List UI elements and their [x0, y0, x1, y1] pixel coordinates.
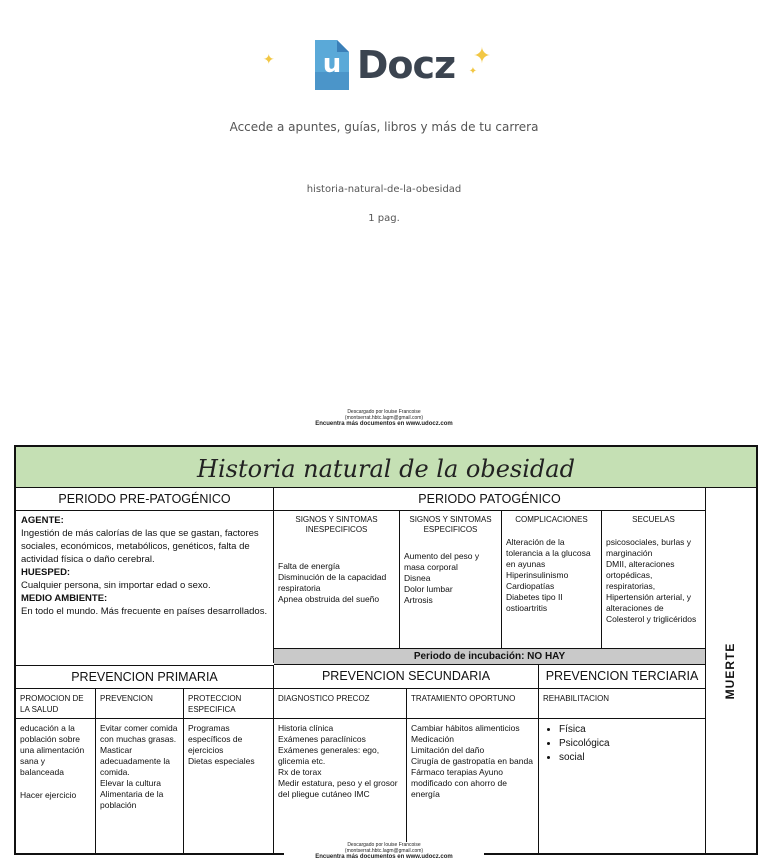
document-title: Historia natural de la obesidad [16, 447, 756, 488]
list-item: • psicosociales, burlas y marginación [606, 537, 701, 559]
list-item: • social [559, 751, 701, 765]
list-item: • Hacer ejercicio [20, 790, 91, 801]
list-item: • Evitar comer comida con muchas grasas. [100, 723, 179, 745]
list-item: • Exámenes paraclínicos [278, 734, 402, 745]
list-item: • Cambiar hábitos alimenticios [411, 723, 534, 734]
agente-label: AGENTE: [21, 515, 64, 526]
col1-title: SIGNOS Y SINTOMAS INESPECIFICOS [295, 515, 378, 534]
incubation-bar: Periodo de incubación: NO HAY [274, 649, 706, 665]
document-name: historia-natural-de-la-obesidad [306, 184, 462, 195]
sub-promocion: PROMOCION DE LA SALUD [16, 689, 96, 719]
tagline: Accede a apuntes, guías, libros y más de tu carrera [229, 120, 539, 134]
list-item: • Dolor lumbar [404, 584, 497, 595]
col-secuelas [602, 511, 706, 649]
list-item: • Elevar la cultura [100, 778, 179, 789]
list-item: • Rx de torax [278, 767, 402, 778]
sub-rehabilitacion: REHABILITACION [539, 689, 706, 719]
prevencion-list [96, 723, 183, 811]
list-item: • Física [559, 723, 701, 737]
col3-list [502, 537, 601, 614]
col-signos-inespecificos [274, 511, 400, 649]
list-item: • Falta de energía [278, 561, 395, 572]
huesped-text: Cualquier persona, sin importar edad o sexo. [21, 580, 211, 591]
list-item: • Disminución de la capacidad respiratoria [278, 572, 395, 594]
sub-prevencion: PREVENCION [96, 689, 184, 719]
col4-title: SECUELAS [632, 515, 675, 524]
prevencion-content [96, 719, 184, 853]
list-item: • DMII, alteraciones ortopédicas, respiratorias, Hipertensión arterial, y alteraciones de Colesterol y triglicéridos [606, 559, 701, 625]
col1-list [274, 561, 399, 605]
col-signos-especificos [400, 511, 502, 649]
list-item: • Historia clínica [278, 723, 402, 734]
list-item: • Hiperinsulinismo [506, 570, 597, 581]
tratamiento-content [407, 719, 539, 853]
list-item: • ostioartritis [506, 603, 597, 614]
diagnostico-list [274, 723, 406, 800]
download-note-bottom: Descargado por louise Francoise (montserrat.hbtc.lagm@gmail.com) Encuentra más documentos en www.udocz.com [284, 842, 484, 860]
proteccion-content [184, 719, 274, 853]
sub-diagnostico: DIAGNOSTICO PRECOZ [274, 689, 407, 719]
sparkle-icon: ✦ [468, 66, 478, 77]
col4-list [602, 537, 705, 625]
col2-list [400, 551, 501, 606]
list-item: • Dietas especiales [188, 756, 269, 767]
col3-title: COMPLICACIONES [515, 515, 588, 524]
rehab-list [539, 723, 705, 765]
sub-proteccion: PROTECCION ESPECIFICA [184, 689, 274, 719]
medio-label: MEDIO AMBIENTE: [21, 593, 108, 604]
sparkle-icon: ✦ [472, 44, 492, 69]
muerte-column [704, 488, 756, 853]
list-item: • Psicológica [559, 737, 701, 751]
tratamiento-list [407, 723, 538, 800]
muerte-label: MUERTE [723, 642, 737, 699]
list-item: • Exámenes generales: ego, glicemia etc. [278, 745, 402, 767]
list-item: • Masticar adecuadamente la comida. [100, 745, 179, 778]
sub-tratamiento: TRATAMIENTO OPORTUNO [407, 689, 539, 719]
list-item: • Aumento del peso y masa corporal [404, 551, 497, 573]
download-note: Descargado por louise Francoise (montserrat.hbtc.lagm@gmail.com) Encuentra más documentos en www.udocz.com [315, 409, 453, 427]
list-item: • Cirugía de gastropatía en banda [411, 756, 534, 767]
list-item: • Fármaco terapias Ayuno modificado con ahorro de energía [411, 767, 534, 800]
list-item: • Medicación [411, 734, 534, 745]
svg-text:u: u [322, 49, 342, 79]
list-item: • Medir estatura, peso y el grosor del pliegue cutáneo IMC [278, 778, 402, 800]
proteccion-list [184, 723, 273, 767]
promocion-content [16, 719, 96, 853]
col-complicaciones [502, 511, 602, 649]
pathogenic-header: PERIODO PATOGÉNICO [274, 488, 706, 511]
list-item: • Diabetes tipo II [506, 592, 597, 603]
prevencion-primaria-header: PREVENCION PRIMARIA [16, 665, 274, 689]
list-item: • Limitación del daño [411, 745, 534, 756]
agente-text: Ingestión de más calorías de las que se gastan, factores sociales, económicos, metabólicos, genéticos, falta de actividad física o daño cerebral. [21, 528, 259, 565]
prevencion-secundaria-header: PREVENCION SECUNDARIA [274, 665, 539, 689]
huesped-label: HUESPED: [21, 567, 71, 578]
sparkle-icon: ✦ [262, 52, 275, 68]
medio-text: En todo el mundo. Más frecuente en países desarrollados. [21, 606, 268, 617]
promocion-text: educación a la población sobre una alimentación sana y balanceada [20, 723, 85, 777]
list-item: • Alteración de la tolerancia a la glucosa en ayunas [506, 537, 597, 570]
list-item: • Cardiopatías [506, 581, 597, 592]
pre-pathogenic-content [16, 511, 274, 663]
promocion-list [16, 790, 95, 801]
udocz-logo[interactable] [0, 38, 768, 100]
list-item: • Programas específicos de ejercicios [188, 723, 269, 756]
pre-pathogenic-header: PERIODO PRE-PATOGÉNICO [16, 488, 274, 511]
list-item: • Artrosis [404, 595, 497, 606]
document-page [14, 445, 758, 855]
list-item: • Alimentaria de la población [100, 789, 179, 811]
page-count: 1 pag. [368, 213, 400, 224]
brand-name: Docz [356, 43, 456, 87]
diagnostico-content [274, 719, 407, 853]
prevencion-terciaria-header: PREVENCION TERCIARIA [539, 665, 706, 689]
col2-title: SIGNOS Y SINTOMAS ESPECIFICOS [409, 515, 492, 534]
udocz-logo-icon [313, 38, 351, 92]
list-item: • Apnea obstruida del sueño [278, 594, 395, 605]
rehabilitacion-content [539, 719, 706, 853]
list-item: • Disnea [404, 573, 497, 584]
